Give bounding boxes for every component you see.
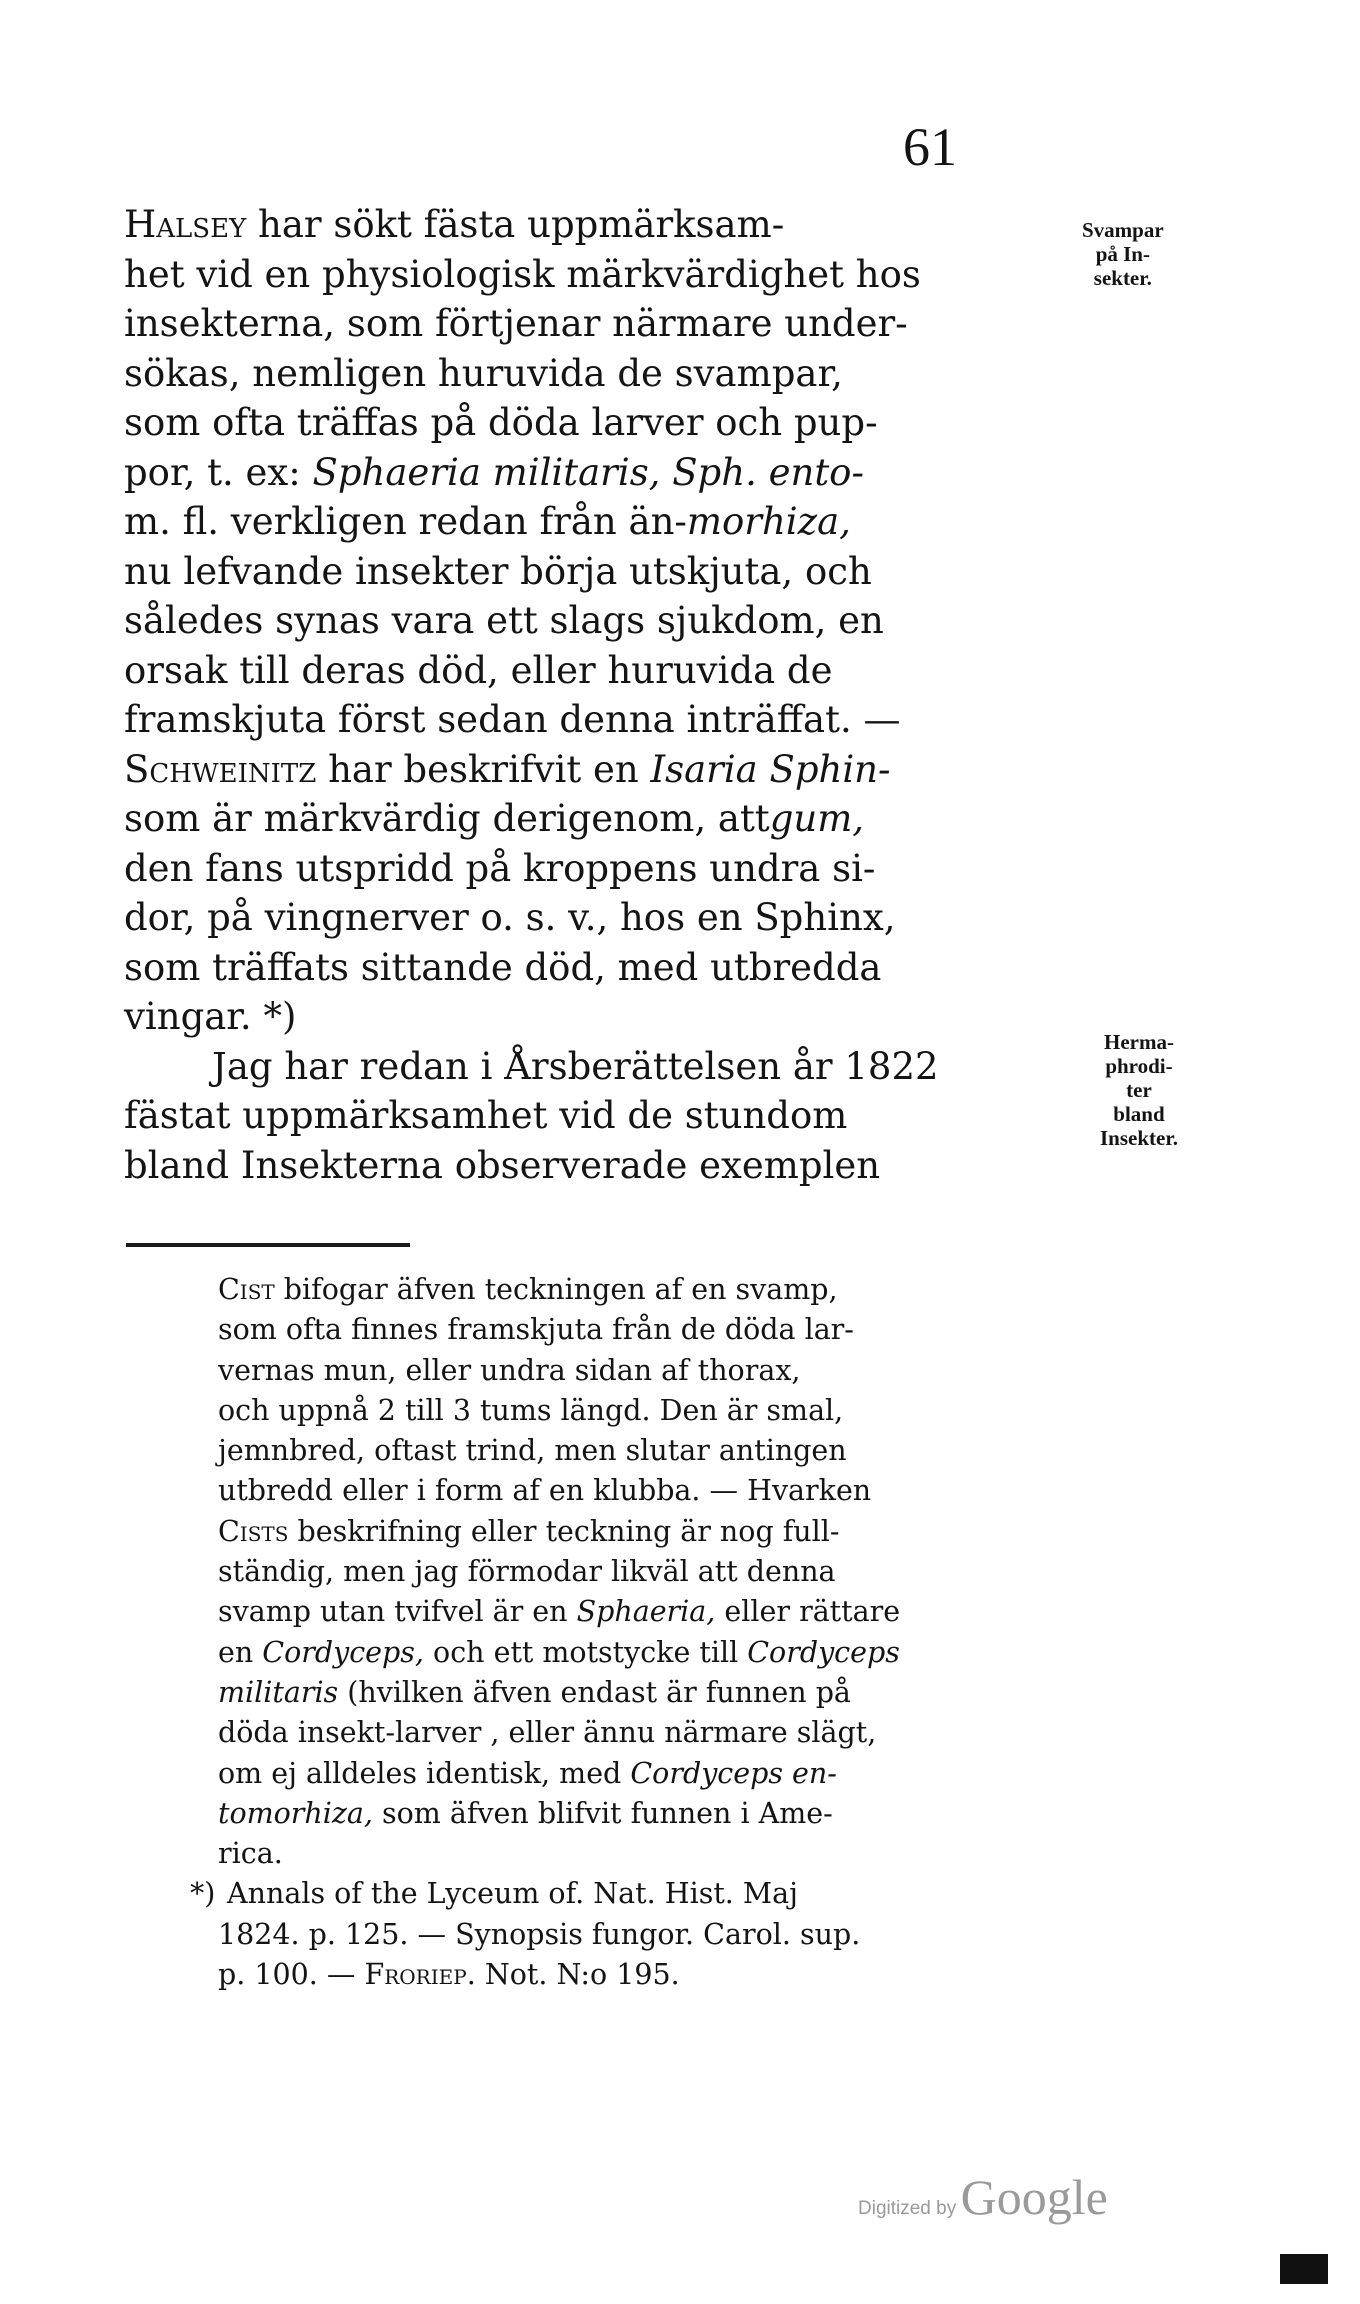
italic-term: Cordyceps,: [262, 1635, 424, 1669]
text-line: [218, 1915, 1058, 1955]
text-line: [218, 1794, 1058, 1834]
margin-note-line: Herma-: [1104, 1030, 1174, 1054]
margin-note-line: på In-: [1095, 242, 1150, 266]
text-line: [124, 745, 1024, 795]
line-text: bifogar äfven teckningen af en svamp,: [274, 1273, 838, 1306]
text-line: [218, 1351, 1058, 1391]
margin-note-svampar: [1082, 218, 1164, 290]
text-line: [124, 1141, 1024, 1191]
text-line: [124, 250, 1024, 300]
margin-note-line: bland: [1113, 1102, 1165, 1126]
text-line: [218, 1955, 1058, 1995]
small-caps-name: Cists: [218, 1514, 289, 1548]
line-text: och uppnå 2 till 3 tums längd. Den är smal,: [218, 1393, 844, 1427]
line-text: om ej alldeles identisk, med: [218, 1756, 631, 1790]
margin-note-line: Svampar: [1082, 218, 1164, 242]
small-caps-name: Halsey: [124, 203, 247, 246]
text-line: [218, 1713, 1058, 1753]
line-text: nu lefvande insekter börja utskjuta, och: [124, 549, 872, 593]
text-line: [218, 1673, 1058, 1713]
line-text: fästat uppmärksamhet vid de stundom: [124, 1094, 848, 1137]
italic-term: militaris: [218, 1675, 339, 1709]
margin-note-line: Insekter.: [1100, 1126, 1178, 1150]
small-caps-name: Cist: [218, 1273, 275, 1306]
text-line: [218, 1754, 1058, 1794]
text-line: [124, 794, 1024, 844]
italic-term: morhiza,: [686, 500, 851, 543]
italic-term: Cordyceps: [747, 1635, 900, 1669]
watermark-brand: Google: [960, 2169, 1108, 2225]
line-text: vingar. *): [124, 995, 297, 1038]
line-text: döda insekt-larver , eller ännu närmare slägt,: [218, 1716, 877, 1750]
line-text: som äfven blifvit funnen i Ame-: [372, 1796, 833, 1830]
line-text: 1824. p. 125. — Synopsis fungor. Carol. sup.: [218, 1917, 861, 1951]
italic-term: Isaria Sphin-: [650, 747, 891, 791]
italic-term: Cordyceps en-: [630, 1756, 837, 1790]
line-text: utbredd eller i form af en klubba. — Hvarken: [218, 1474, 872, 1508]
text-line: [218, 1834, 1058, 1874]
line-text: beskrifning eller teckning är nog full-: [288, 1514, 840, 1548]
small-caps-name: Schweinitz: [124, 747, 317, 791]
line-text: som ofta träffas på döda larver och pup-: [124, 401, 878, 444]
line-text: som är märkvärdig derigenom, att: [124, 797, 770, 840]
text-line: [124, 448, 1024, 498]
text-line: [218, 1471, 1058, 1511]
text-line: [124, 596, 1024, 646]
line-text: har sökt fästa uppmärksam-: [246, 203, 785, 246]
text-line: [218, 1270, 1058, 1310]
text-line: [124, 1042, 1024, 1092]
text-line: [124, 398, 1024, 448]
line-text: sökas, nemligen huruvida de svampar,: [124, 351, 843, 395]
line-text: por, t. ex:: [124, 450, 313, 494]
line-text: dor, på vingnerver o. s. v., hos en Sphinx,: [124, 896, 896, 939]
text-line: [124, 992, 1024, 1042]
watermark-prefix: Digitized by: [858, 2198, 957, 2219]
italic-term: gum,: [769, 797, 865, 840]
margin-note-line: sekter.: [1093, 266, 1152, 290]
page-number: 61: [903, 117, 957, 177]
line-text: Not. N:o 195.: [475, 1958, 680, 1992]
line-text: jemnbred, oftast trind, men slutar antingen: [218, 1434, 847, 1468]
text-line: [124, 200, 1024, 250]
watermark: [858, 2168, 1108, 2226]
text-line: [124, 646, 1024, 696]
text-line: [124, 497, 1024, 547]
line-text: Annals of the Lyceum of. Nat. Hist. Maj: [218, 1877, 798, 1911]
text-line: [218, 1431, 1058, 1471]
text-line: [124, 349, 1024, 399]
line-text: en: [218, 1635, 263, 1669]
text-line: [124, 893, 1024, 943]
line-text: p. 100. —: [218, 1958, 365, 1992]
small-caps-name: Froriep.: [364, 1958, 476, 1992]
text-line: [218, 1391, 1058, 1431]
text-line: [190, 1874, 1058, 1914]
line-text: insekterna, som förtjenar närmare under-: [124, 302, 908, 345]
text-line: [124, 299, 1024, 349]
footnote-marker: *): [190, 1877, 216, 1911]
line-text: ständig, men jag förmodar likväl att denna: [218, 1555, 836, 1589]
footnotes: [190, 1270, 1058, 1995]
italic-term: tomorhiza,: [218, 1796, 373, 1830]
main-text: [124, 200, 1024, 1190]
italic-term: Sphaeria,: [576, 1595, 716, 1629]
text-line: [218, 1633, 1058, 1673]
text-line: [218, 1310, 1058, 1350]
text-line: [218, 1592, 1058, 1632]
ink-blot: [1280, 2254, 1328, 2284]
text-line: [218, 1552, 1058, 1592]
margin-note-hermaphroditer: [1100, 1030, 1178, 1150]
text-line: [124, 547, 1024, 597]
text-line: [124, 943, 1024, 993]
line-text: den fans utspridd på kroppens undra si-: [124, 846, 876, 890]
line-text: har beskrifvit en: [316, 747, 651, 791]
margin-note-line: phrodi-: [1105, 1054, 1173, 1078]
line-text: framskjuta först sedan denna inträffat. —: [124, 698, 901, 741]
line-text: (hvilken äfven endast är funnen på: [338, 1675, 851, 1709]
text-line: [124, 695, 1024, 745]
text-line: [124, 844, 1024, 894]
line-text: eller rättare: [715, 1595, 901, 1629]
line-text: het vid en physiologisk märkvärdighet hos: [124, 252, 921, 296]
line-text: m. fl. verkligen redan från än-: [124, 500, 687, 543]
line-text: rica.: [218, 1837, 283, 1871]
line-text: och ett motstycke till: [423, 1635, 748, 1669]
line-text: Jag har redan i Årsberättelsen år 1822: [212, 1044, 939, 1088]
line-text: bland Insekterna observerade exemplen: [124, 1143, 881, 1187]
margin-note-line: ter: [1126, 1078, 1152, 1102]
line-text: som träffats sittande död, med utbredda: [124, 945, 882, 989]
line-text: vernas mun, eller undra sidan af thorax,: [218, 1353, 801, 1387]
text-line: [218, 1512, 1058, 1552]
italic-term: Sphaeria militaris, Sph. ento-: [312, 450, 864, 494]
text-line: [124, 1091, 1024, 1141]
line-text: svamp utan tvifvel är en: [218, 1595, 577, 1629]
line-text: orsak till deras död, eller huruvida de: [124, 648, 833, 692]
line-text: som ofta finnes framskjuta från de döda lar-: [218, 1313, 854, 1347]
footnote-rule: [126, 1243, 410, 1247]
line-text: således synas vara ett slags sjukdom, en: [124, 599, 884, 642]
